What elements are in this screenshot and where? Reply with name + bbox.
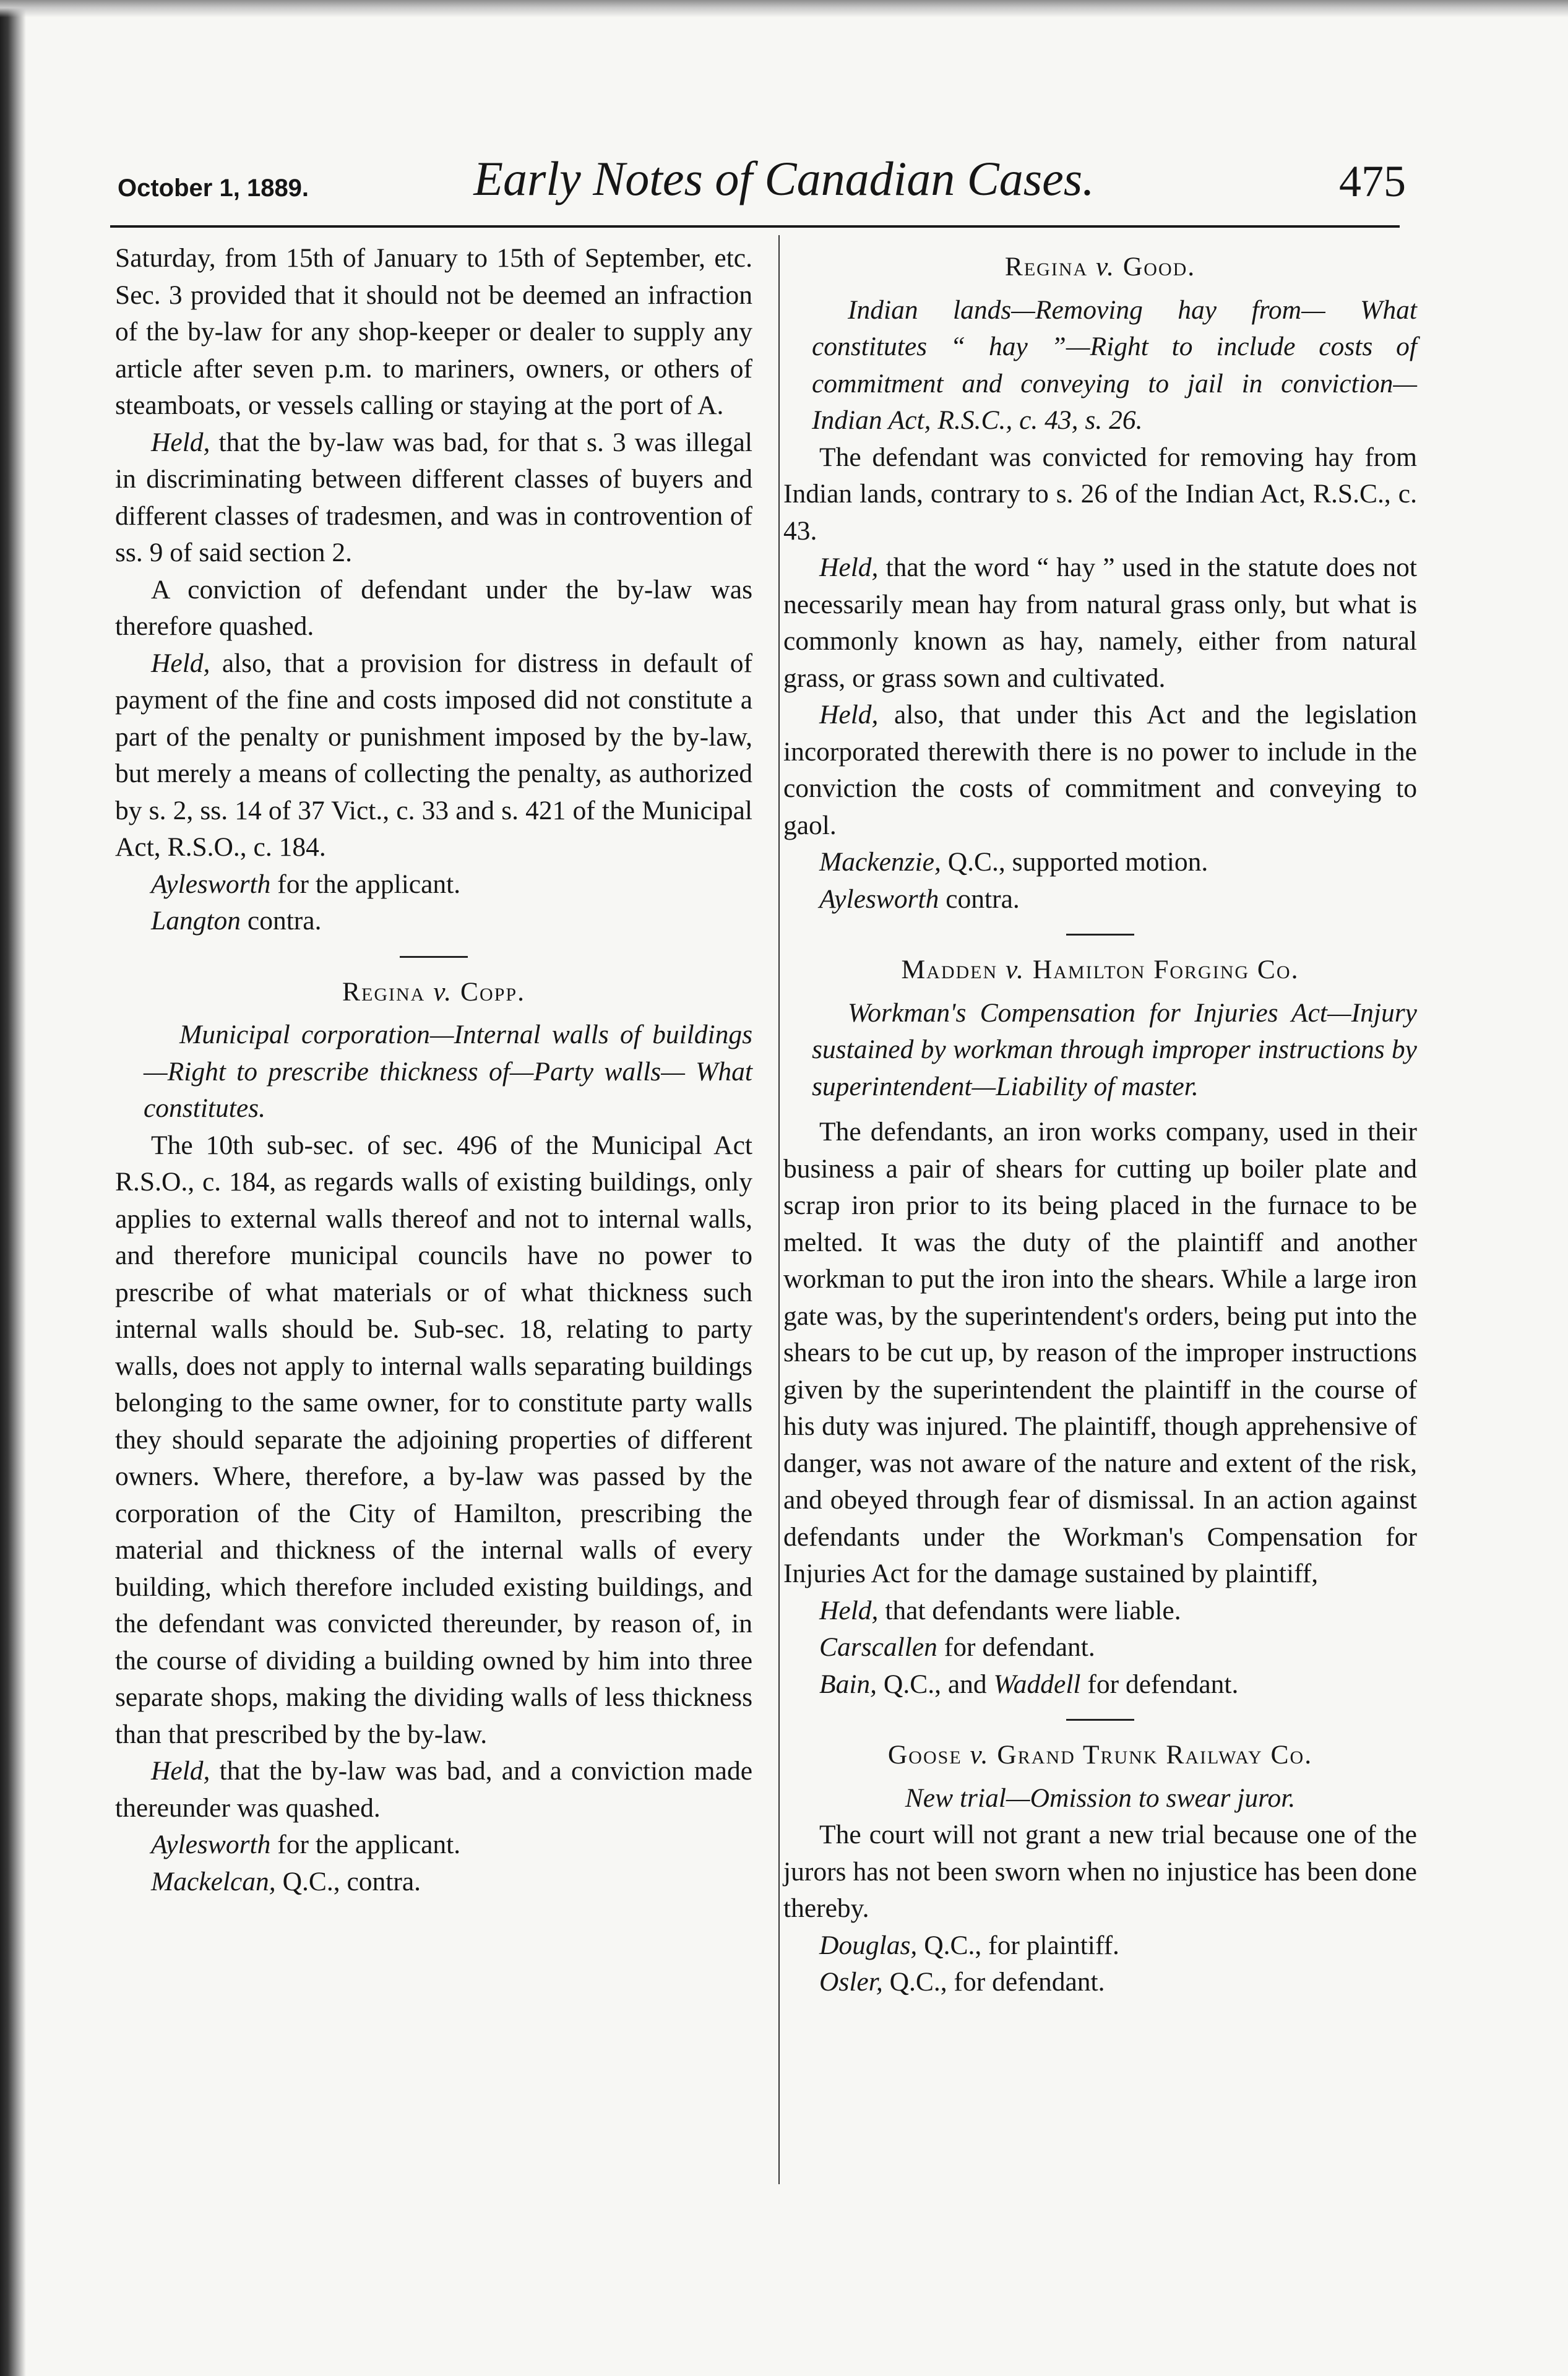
- case-versus: v.: [433, 976, 453, 1007]
- case-headnote: New trial—Omission to swear juror.: [905, 1783, 1296, 1813]
- scan-edge-left: [0, 0, 26, 2376]
- header-rule: [110, 225, 1400, 228]
- case-separator: [1066, 1719, 1134, 1721]
- held-label: Held,: [151, 1756, 210, 1786]
- counsel-name: Bain,: [819, 1669, 877, 1699]
- counsel-text: for the applicant.: [270, 1830, 461, 1859]
- counsel-text: Q.C., and: [877, 1669, 994, 1699]
- case-title: [783, 952, 1417, 989]
- column-divider: [778, 235, 780, 2184]
- case-party: Copp.: [460, 976, 525, 1007]
- counsel-text: Q.C., contra.: [275, 1866, 421, 1896]
- case-versus: v.: [1096, 252, 1115, 282]
- paragraph: [783, 1593, 1417, 1630]
- counsel-text: for defendant.: [937, 1632, 1095, 1662]
- counsel-text: Q.C., for plaintiff.: [917, 1930, 1119, 1960]
- case-party: Regina: [1004, 252, 1088, 282]
- case-title: [783, 1737, 1417, 1774]
- paragraph: [115, 645, 752, 866]
- paragraph-text: also, that a provision for distress in default of payment of the fine and costs imposed did not constitute a part of the penalty or punishment imposed by the by-law, but merely a means of collecting the penalty, as authorized by s. 2, ss. 14 of 37 Vict., c. 33 and s. 421 of the Municipal Act, R.S.O., c. 184.: [115, 648, 752, 862]
- counsel-name: Osler,: [819, 1967, 883, 1997]
- held-label: Held,: [819, 1595, 879, 1625]
- held-label: Held,: [151, 648, 210, 678]
- spacer: [783, 1105, 1417, 1114]
- paragraph: [115, 424, 752, 572]
- counsel-text: for defendant.: [1080, 1669, 1239, 1699]
- paragraph-text: that the by-law was bad, and a conviction made thereunder was quashed.: [115, 1756, 752, 1823]
- case-party: Madden: [901, 955, 998, 984]
- counsel-name: Douglas,: [819, 1930, 918, 1960]
- paragraph: [115, 1753, 752, 1827]
- counsel-text: Q.C., for defendant.: [882, 1967, 1105, 1997]
- case-separator: [400, 956, 468, 958]
- paragraph-text: that the word “ hay ” used in the statute does not necessarily mean hay from natural grass only, but what is commonly known as hay, namely, either from natural grass, or grass sown and cultivated.: [783, 553, 1417, 693]
- case-headnote: Indian lands—Removing hay from— What constitutes “ hay ”—Right to include costs of commitment and conveying to jail in conviction—Indian Act, R.S.C., c. 43, s. 26.: [812, 295, 1417, 435]
- paragraph: The 10th sub-sec. of sec. 496 of the Municipal Act R.S.O., c. 184, as regards walls of existing buildings, only applies to external walls thereof and not to internal walls, and therefore municipal councils have no power to prescribe of what materials or of what thickness such internal walls should be. Sub-sec. 18, relating to party walls, does not apply to internal walls separating buildings belonging to the same owner, for to constitute party walls they should separate the adjoining properties of different owners. Where, therefore, a by-law was passed by the corporation of the City of Hamilton, prescribing the material and thickness of the internal walls of every building, which therefore included existing buildings, and the defendant was convicted thereunder, by reason of, in the course of dividing a building owned by him into three separate shops, making the dividing walls of less thickness than that prescribed by the by-law.: [115, 1130, 752, 1749]
- held-label: Held,: [151, 427, 210, 457]
- case-headnote: Workman's Compensation for Injuries Act—Injury sustained by workman through improper instructions by superintendent—Liability of master.: [812, 997, 1417, 1101]
- counsel-name: Aylesworth: [151, 1830, 271, 1859]
- case-party: Grand Trunk Railway Co.: [997, 1740, 1313, 1770]
- case-headnote: Municipal corporation—Internal walls of buildings—Right to prescribe thickness of—Party walls— What constitutes.: [144, 1020, 752, 1123]
- counsel-name: Waddell: [993, 1669, 1081, 1699]
- case-versus: v.: [970, 1740, 989, 1770]
- right-column: [783, 240, 1417, 2001]
- held-label: Held,: [819, 553, 879, 582]
- counsel-text: contra.: [241, 906, 322, 936]
- page-number: 475: [1339, 157, 1406, 206]
- held-label: Held,: [819, 700, 879, 730]
- paragraph-text: that defendants were liable.: [878, 1595, 1181, 1625]
- paragraph: [783, 549, 1417, 697]
- counsel-name: Mackelcan,: [151, 1866, 276, 1896]
- case-party: Good.: [1122, 252, 1196, 282]
- paragraph: The defendant was convicted for removing hay from Indian lands, contrary to s. 26 of the Indian Act, R.S.C., c. 43.: [783, 442, 1417, 546]
- counsel-line: [115, 1864, 752, 1901]
- paragraph-text: that the by-law was bad, for that s. 3 was illegal in discriminating between different classes of buyers and different classes of tradesmen, and was in controvention of ss. 9 of said section 2.: [115, 427, 752, 567]
- counsel-name: Aylesworth: [151, 869, 271, 899]
- counsel-line: [115, 1827, 752, 1864]
- paragraph: The court will not grant a new trial because one of the jurors has not been sworn when no injustice has been done thereby.: [783, 1820, 1417, 1923]
- case-party: Hamilton Forging Co.: [1032, 955, 1299, 984]
- case-party: Goose: [887, 1740, 962, 1770]
- counsel-line: [783, 1927, 1417, 1965]
- counsel-text: for the applicant.: [270, 869, 461, 899]
- counsel-text: Q.C., supported motion.: [941, 847, 1208, 877]
- counsel-name: Aylesworth: [819, 884, 939, 914]
- counsel-name: Langton: [151, 906, 241, 936]
- paragraph-text: also, that under this Act and the legislation incorporated therewith there is no power to include in the conviction the costs of commitment and conveying to gaol.: [783, 700, 1417, 840]
- case-title: [783, 249, 1417, 286]
- case-title: [115, 974, 752, 1011]
- counsel-line: [783, 881, 1417, 918]
- counsel-line: [115, 903, 752, 940]
- paragraph: The defendants, an iron works company, used in their business a pair of shears for cutting up boiler plate and scrap iron prior to its being placed in the furnace to be melted. It was the duty of the plaintiff and another workman to put the iron into the shears. While a large iron gate was, by the superintendent's orders, being put into the shears to be cut up, by reason of the improper instructions given by the superintendent the plaintiff in the course of his duty was injured. The plaintiff, though apprehensive of danger, was not aware of the nature and extent of the risk, and obeyed through fear of dismissal. In an action against defendants under the Workman's Compensation for Injuries Act for the damage sustained by plaintiff,: [783, 1117, 1417, 1588]
- counsel-line: [783, 1629, 1417, 1666]
- page-header: [0, 0, 1568, 223]
- issue-date: October 1, 1889.: [118, 174, 309, 202]
- counsel-name: Mackenzie,: [819, 847, 941, 877]
- counsel-name: Carscallen: [819, 1632, 937, 1662]
- counsel-line: [783, 1964, 1417, 2001]
- paragraph: A conviction of defendant under the by-law was therefore quashed.: [115, 574, 752, 641]
- paragraph: [783, 697, 1417, 844]
- paragraph: Saturday, from 15th of January to 15th of September, etc. Sec. 3 provided that it should not be deemed an infraction of the by-law for any shop-keeper or dealer to supply any article after seven p.m. to mariners, owners, or others of steamboats, or vessels calling or staying at the port of A.: [115, 243, 752, 420]
- counsel-line: [783, 844, 1417, 881]
- counsel-text: contra.: [939, 884, 1020, 914]
- case-separator: [1066, 934, 1134, 936]
- left-column: [115, 240, 752, 1900]
- case-versus: v.: [1006, 955, 1025, 984]
- case-party: Regina: [342, 976, 426, 1007]
- counsel-line: [783, 1666, 1417, 1703]
- running-title: Early Notes of Canadian Cases.: [473, 152, 1095, 205]
- counsel-line: [115, 866, 752, 903]
